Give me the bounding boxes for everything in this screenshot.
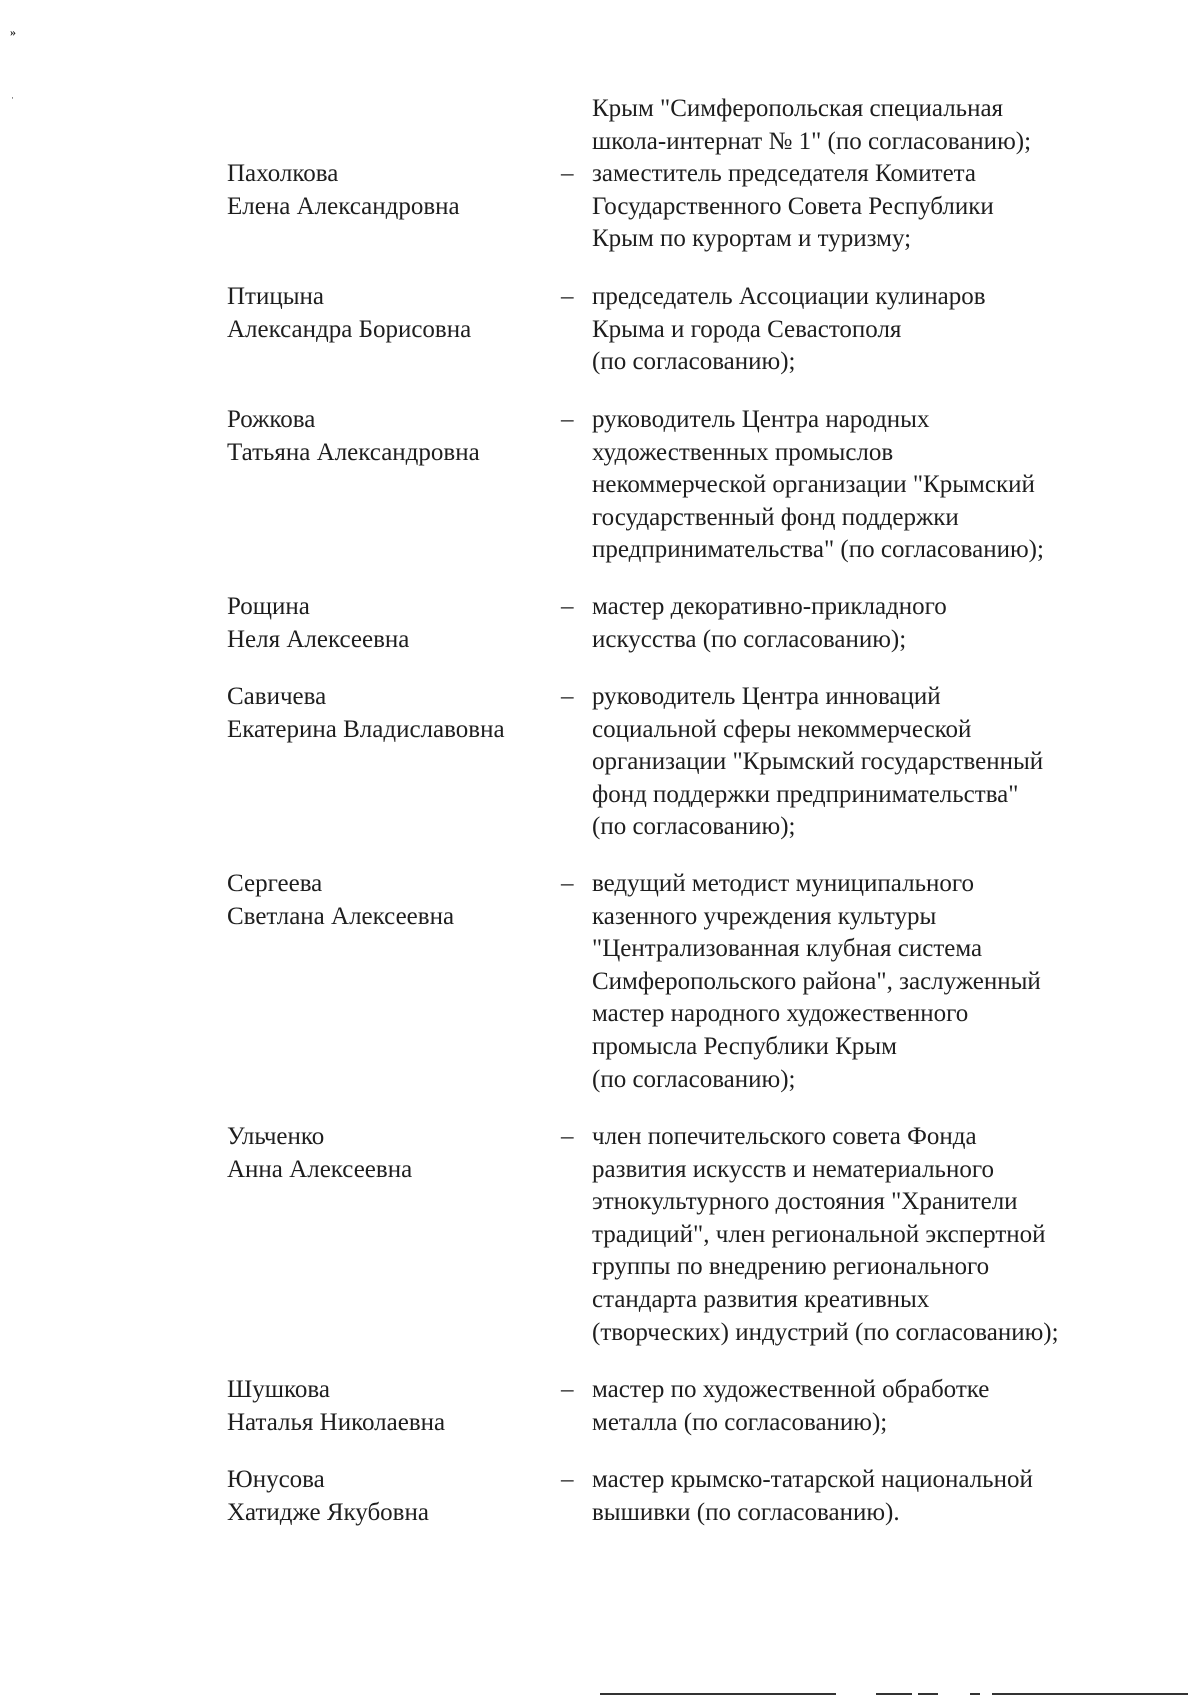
desc-line: мастер по художественной обработке bbox=[592, 1376, 990, 1403]
desc-line: заместитель председателя Комитета bbox=[592, 160, 977, 187]
desc-line: казенного учреждения культуры bbox=[592, 902, 937, 930]
scan-mark: · bbox=[11, 93, 14, 103]
member-given-name: Александра Борисовна bbox=[227, 315, 472, 343]
underline-segment bbox=[876, 1693, 912, 1695]
member-description bbox=[592, 1121, 1152, 1349]
desc-line: государственный фонд поддержки bbox=[592, 503, 959, 531]
member-name bbox=[227, 158, 547, 223]
member-surname: Пахолкова bbox=[227, 160, 339, 187]
desc-line: Государственного Совета Республики bbox=[592, 192, 994, 220]
member-name bbox=[227, 868, 547, 933]
desc-line: руководитель Центра инноваций bbox=[592, 683, 941, 710]
signature-underline bbox=[600, 1693, 1190, 1695]
desc-line: металла (по согласованию); bbox=[592, 1408, 888, 1436]
member-surname: Птицына bbox=[227, 283, 325, 310]
member-given-name: Анна Алексеевна bbox=[227, 1155, 413, 1183]
member-description bbox=[592, 591, 1152, 656]
member-name bbox=[227, 281, 547, 346]
member-surname: Юнусова bbox=[227, 1466, 325, 1493]
separator-dash: – bbox=[561, 283, 574, 310]
desc-line: (по согласованию); bbox=[592, 813, 796, 841]
separator-dash: – bbox=[561, 1466, 574, 1493]
desc-line: фонд поддержки предпринимательства" bbox=[592, 780, 1019, 808]
member-description bbox=[592, 158, 1152, 256]
member-name bbox=[227, 1464, 547, 1529]
member-given-name: Татьяна Александровна bbox=[227, 438, 480, 466]
underline-segment bbox=[992, 1693, 1188, 1695]
member-name bbox=[227, 681, 547, 746]
desc-line: Крым по курортам и туризму; bbox=[592, 225, 912, 253]
desc-line: мастер декоративно-прикладного bbox=[592, 593, 947, 620]
member-surname: Рожкова bbox=[227, 406, 316, 433]
member-description bbox=[592, 281, 1152, 379]
desc-line: мастер народного художественного bbox=[592, 1000, 969, 1028]
member-given-name: Светлана Алексеевна bbox=[227, 902, 455, 930]
desc-line: руководитель Центра народных bbox=[592, 406, 930, 433]
desc-line: ведущий методист муниципального bbox=[592, 870, 974, 897]
desc-line: промысла Республики Крым bbox=[592, 1032, 897, 1060]
desc-line: (творческих) индустрий (по согласованию); bbox=[592, 1318, 1059, 1346]
member-name bbox=[227, 404, 547, 469]
desc-line: (по согласованию); bbox=[592, 1065, 796, 1093]
member-given-name: Екатерина Владиславовна bbox=[227, 715, 505, 743]
desc-line: искусства (по согласованию); bbox=[592, 625, 907, 653]
desc-line: художественных промыслов bbox=[592, 438, 894, 466]
desc-line: развития искусств и нематериального bbox=[592, 1155, 994, 1183]
member-description bbox=[592, 868, 1152, 1096]
member-description bbox=[592, 1464, 1152, 1529]
desc-line: предпринимательства" (по согласованию); bbox=[592, 536, 1044, 564]
desc-line: председатель Ассоциации кулинаров bbox=[592, 283, 986, 310]
member-name bbox=[227, 591, 547, 656]
desc-line: Крыма и города Севастополя bbox=[592, 315, 902, 343]
desc-line: некоммерческой организации "Крымский bbox=[592, 471, 1035, 499]
member-surname: Шушкова bbox=[227, 1376, 330, 1403]
member-surname: Сергеева bbox=[227, 870, 323, 897]
member-surname: Рощина bbox=[227, 593, 310, 620]
underline-segment bbox=[918, 1693, 938, 1695]
member-description bbox=[592, 1374, 1152, 1439]
separator-dash: – bbox=[561, 406, 574, 433]
desc-line: организации "Крымский государственный bbox=[592, 748, 1044, 776]
member-surname: Савичева bbox=[227, 683, 327, 710]
scan-mark: » bbox=[10, 25, 16, 39]
desc-line: (по согласованию); bbox=[592, 348, 796, 376]
separator-dash: – bbox=[561, 870, 574, 897]
separator-dash: – bbox=[561, 1376, 574, 1403]
desc-line: член попечительского совета Фонда bbox=[592, 1123, 977, 1150]
member-given-name: Неля Алексеевна bbox=[227, 625, 410, 653]
separator-dash: – bbox=[561, 683, 574, 710]
member-given-name: Хатидже Якубовна bbox=[227, 1498, 429, 1526]
separator-dash: – bbox=[561, 160, 574, 187]
desc-line: этнокультурного достояния "Хранители bbox=[592, 1188, 1018, 1216]
underline-segment bbox=[970, 1693, 980, 1695]
member-description bbox=[592, 404, 1152, 567]
desc-line: "Централизованная клубная система bbox=[592, 935, 983, 963]
member-surname: Ульченко bbox=[227, 1123, 325, 1150]
desc-line: школа-интернат № 1" (по согласованию); bbox=[592, 127, 1032, 155]
desc-line: Крым "Симферопольская специальная bbox=[592, 95, 1004, 122]
desc-line: стандарта развития креативных bbox=[592, 1285, 930, 1313]
desc-line: мастер крымско-татарской национальной bbox=[592, 1466, 1033, 1493]
desc-line: группы по внедрению регионального bbox=[592, 1253, 990, 1281]
member-given-name: Елена Александровна bbox=[227, 192, 460, 220]
desc-line: социальной сферы некоммерческой bbox=[592, 715, 972, 743]
separator-dash: – bbox=[561, 1123, 574, 1150]
separator-dash: – bbox=[561, 593, 574, 620]
member-description bbox=[592, 681, 1152, 844]
desc-line: традиций", член региональной экспертной bbox=[592, 1220, 1046, 1248]
member-name bbox=[227, 1121, 547, 1186]
desc-line: вышивки (по согласованию). bbox=[592, 1498, 900, 1526]
member-name bbox=[227, 1374, 547, 1439]
continued-description bbox=[592, 93, 1152, 158]
desc-line: Симферопольского района", заслуженный bbox=[592, 967, 1041, 995]
member-given-name: Наталья Николаевна bbox=[227, 1408, 446, 1436]
underline-segment bbox=[600, 1693, 836, 1695]
